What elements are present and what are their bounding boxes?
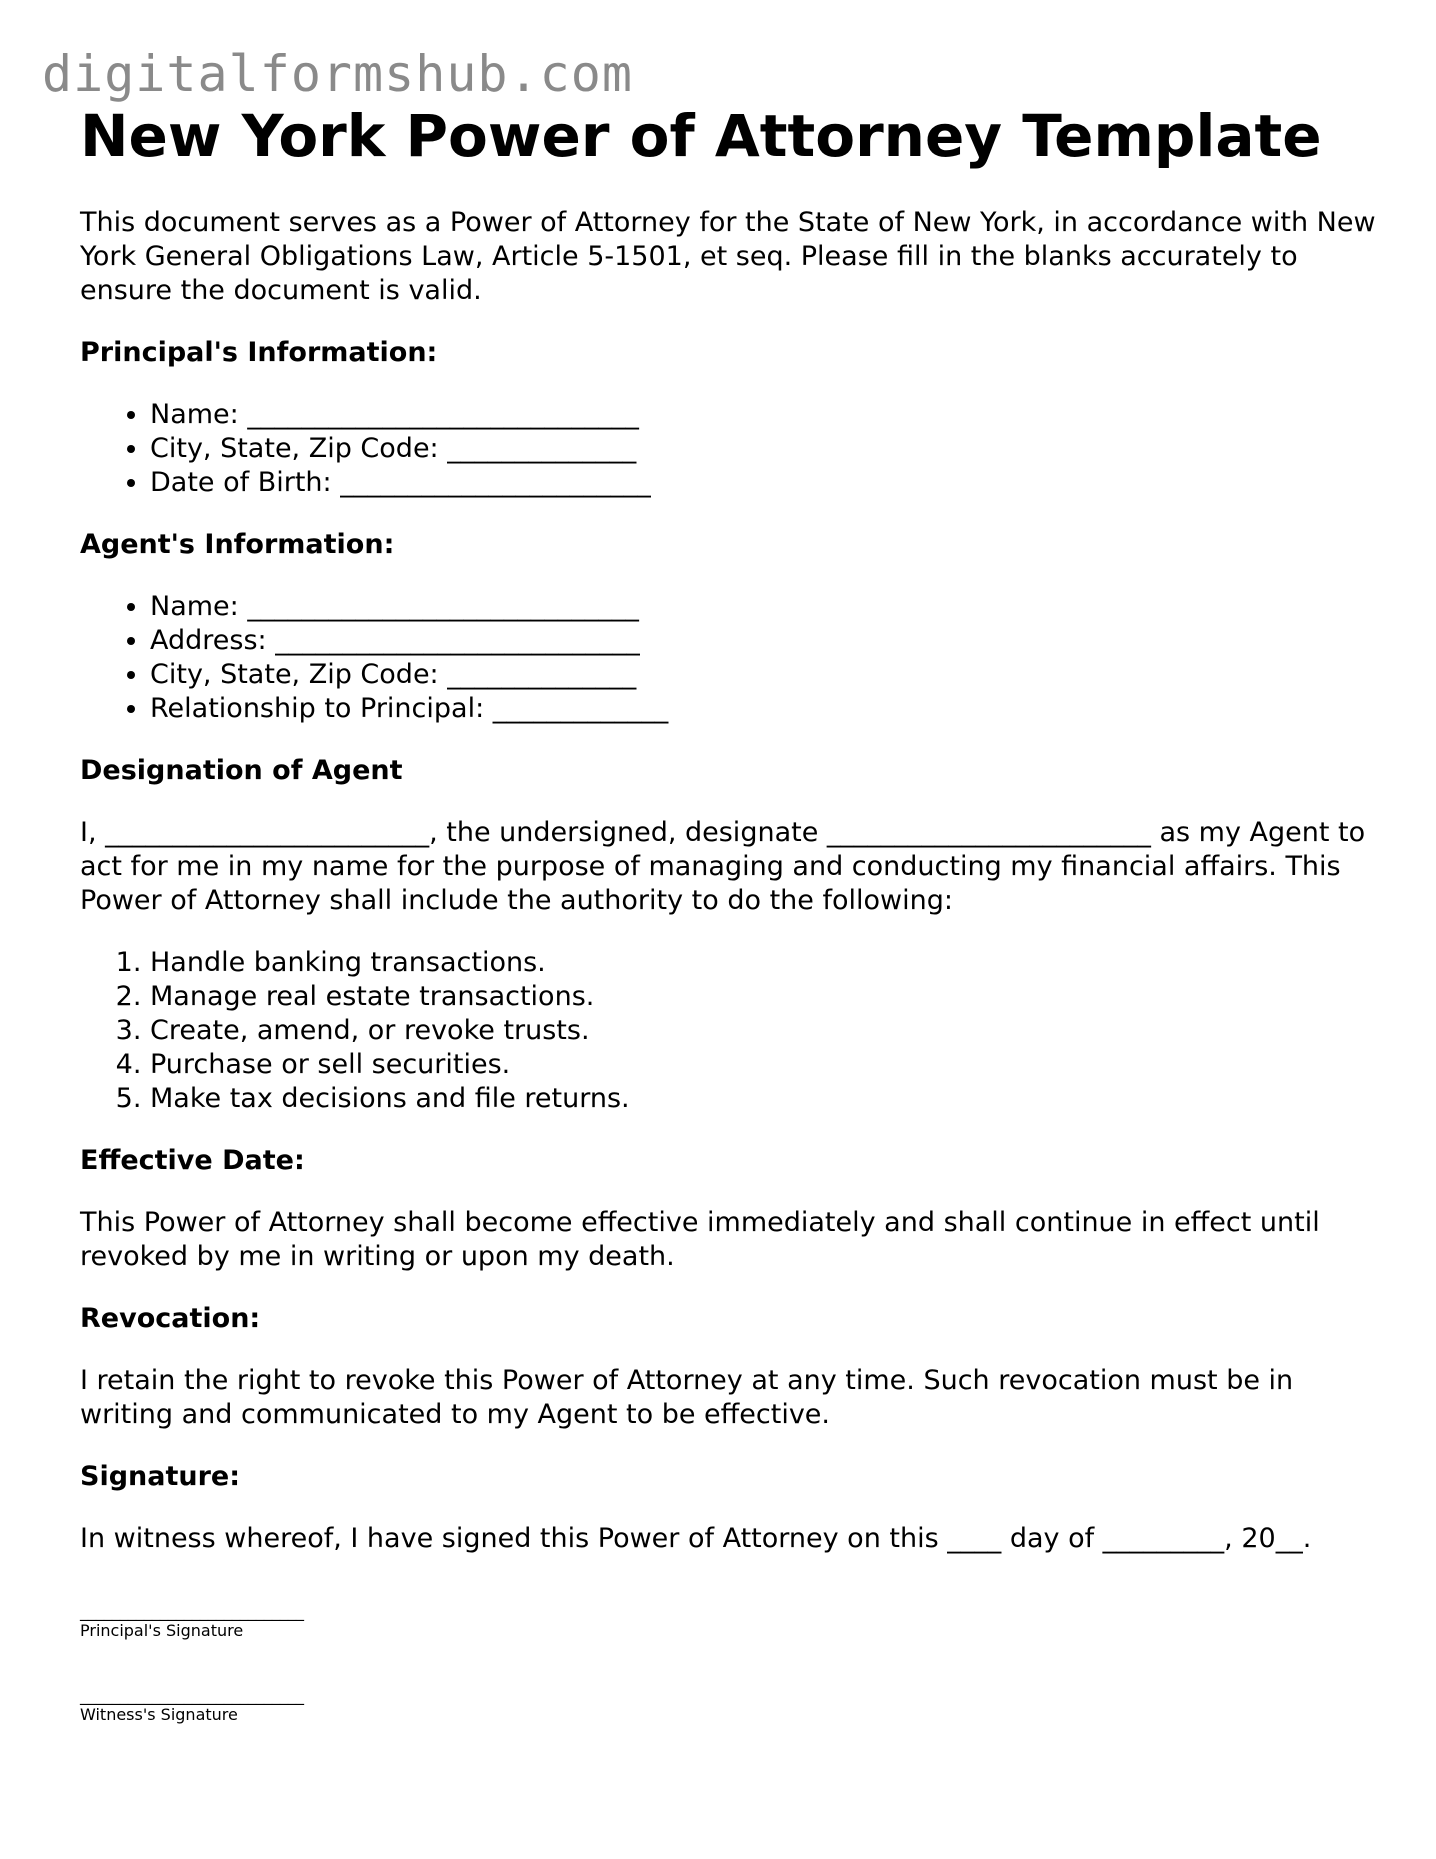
revocation-paragraph: I retain the right to revoke this Power of Attorney at any time. Such revocation must be in writing and communicated to my Agent to be effective. — [80, 1365, 1294, 1430]
document-body — [80, 96, 1380, 1724]
revocation-heading: Revocation: — [80, 1303, 261, 1334]
document-title: New York Power of Attorney Template — [80, 102, 1322, 170]
agent-name-field: • Name: _____________________________ — [150, 590, 1380, 624]
principal-city-field: • City, State, Zip Code: ______________ — [150, 432, 1380, 466]
power-item: 2. Manage real estate transactions. — [150, 980, 1380, 1014]
power-item: 3. Create, amend, or revoke trusts. — [150, 1014, 1380, 1048]
principal-signature-label: Principal's Signature — [80, 1621, 244, 1640]
principal-heading: Principal's Information: — [80, 337, 438, 368]
agent-fields — [80, 590, 1380, 726]
designation-paragraph: I, ________________________, the undersigned, designate ________________________ as my Agent to act for me in my name for the purpose of managing and conducting my financial affairs. This Power of Attorney shall include the authority to do the following: — [80, 817, 1366, 916]
effective-date-paragraph: This Power of Attorney shall become effective immediately and shall continue in effect until revoked by me in writing or upon my death. — [80, 1207, 1320, 1272]
witness-signature-label: Witness's Signature — [80, 1705, 238, 1724]
agent-city-field: • City, State, Zip Code: ______________ — [150, 658, 1380, 692]
effective-date-heading: Effective Date: — [80, 1145, 305, 1176]
agent-heading: Agent's Information: — [80, 529, 395, 560]
witness-signature-line: ____________________________ — [80, 1686, 304, 1705]
power-item: 4. Purchase or sell securities. — [150, 1048, 1380, 1082]
signature-paragraph: In witness whereof, I have signed this Power of Attorney on this ____ day of _________, 20__. — [80, 1523, 1312, 1554]
principal-signature-block — [80, 1602, 1380, 1640]
agent-address-field: • Address: ___________________________ — [150, 624, 1380, 658]
principal-signature-line: ____________________________ — [80, 1602, 304, 1621]
signature-heading: Signature: — [80, 1461, 241, 1492]
principal-dob-field: • Date of Birth: _______________________ — [150, 466, 1380, 500]
principal-name-field: • Name: _____________________________ — [150, 398, 1380, 432]
power-item: 5. Make tax decisions and file returns. — [150, 1082, 1380, 1116]
designation-heading: Designation of Agent — [80, 755, 403, 786]
power-item: 1. Handle banking transactions. — [150, 946, 1380, 980]
intro-paragraph: This document serves as a Power of Attorney for the State of New York, in accordance with New York General Obligations Law, Article 5-1501, et seq. Please fill in the blanks accurately to ensure the document is valid. — [80, 207, 1376, 306]
watermark: digitalformshub.com — [42, 45, 633, 103]
agent-relationship-field: • Relationship to Principal: _____________ — [150, 692, 1380, 726]
principal-fields — [80, 398, 1380, 500]
witness-signature-block — [80, 1686, 1380, 1724]
powers-list — [80, 946, 1380, 1116]
